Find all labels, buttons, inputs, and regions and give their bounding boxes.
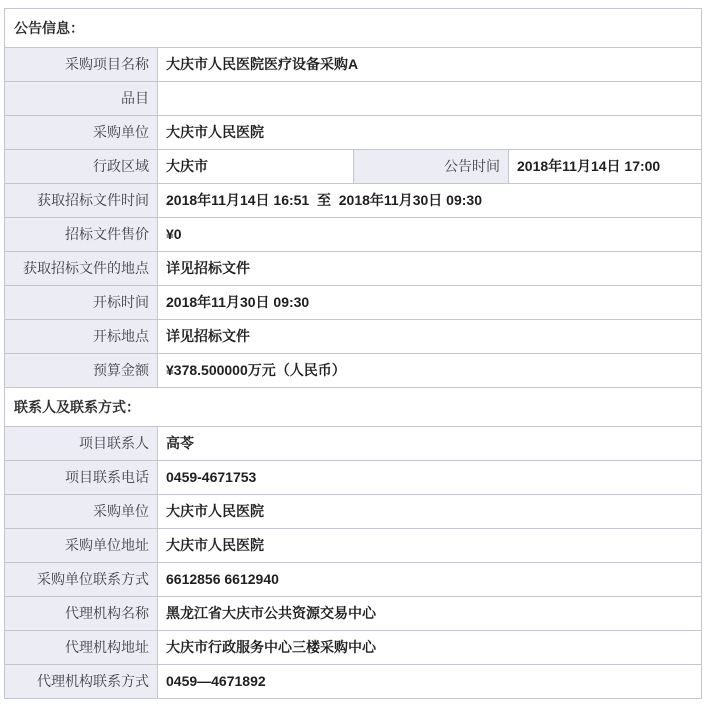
row-label: 公告时间 [354, 150, 509, 184]
row-value: 2018年11月30日 09:30 [158, 286, 702, 320]
row-label: 开标时间 [5, 286, 158, 320]
table-row [5, 665, 702, 699]
row-value: 0459—4671892 [158, 665, 702, 699]
table-row [5, 597, 702, 631]
row-value: 高苓 [158, 427, 702, 461]
row-label: 项目联系电话 [5, 461, 158, 495]
row-value: ¥378.500000万元（人民币） [158, 354, 702, 388]
row-label: 代理机构地址 [5, 631, 158, 665]
row-label: 采购项目名称 [5, 48, 158, 82]
row-label: 开标地点 [5, 320, 158, 354]
table-row [5, 461, 702, 495]
row-label: 采购单位联系方式 [5, 563, 158, 597]
row-value: 大庆市 [158, 150, 354, 184]
row-label: 采购单位 [5, 116, 158, 150]
row-label: 获取招标文件时间 [5, 184, 158, 218]
row-value: 大庆市人民医院 [158, 116, 702, 150]
row-label: 招标文件售价 [5, 218, 158, 252]
announcement-table-body [5, 9, 702, 699]
row-label: 获取招标文件的地点 [5, 252, 158, 286]
table-row [5, 631, 702, 665]
row-value: 大庆市人民医院 [158, 495, 702, 529]
table-row [5, 218, 702, 252]
row-label: 代理机构名称 [5, 597, 158, 631]
row-label: 采购单位 [5, 495, 158, 529]
table-row [5, 286, 702, 320]
announcement-table [4, 8, 702, 699]
section-header-row [5, 388, 702, 427]
table-row [5, 82, 702, 116]
row-label: 项目联系人 [5, 427, 158, 461]
row-label: 预算金额 [5, 354, 158, 388]
table-row [5, 252, 702, 286]
row-value: 大庆市行政服务中心三楼采购中心 [158, 631, 702, 665]
section-header: 联系人及联系方式： [5, 388, 702, 427]
row-value: 大庆市人民医院 [158, 529, 702, 563]
row-value: 6612856 6612940 [158, 563, 702, 597]
row-value [158, 82, 702, 116]
section-header-row [5, 9, 702, 48]
row-value: 2018年11月14日 16:51 至 2018年11月30日 09:30 [158, 184, 702, 218]
row-value: ¥0 [158, 218, 702, 252]
table-row [5, 354, 702, 388]
table-row [5, 184, 702, 218]
row-label: 采购单位地址 [5, 529, 158, 563]
table-row [5, 116, 702, 150]
row-value: 详见招标文件 [158, 252, 702, 286]
row-label: 行政区域 [5, 150, 158, 184]
table-row [5, 150, 702, 184]
table-row [5, 563, 702, 597]
row-value: 2018年11月14日 17:00 [509, 150, 702, 184]
table-row [5, 320, 702, 354]
table-row [5, 529, 702, 563]
row-value: 大庆市人民医院医疗设备采购A [158, 48, 702, 82]
table-row [5, 495, 702, 529]
row-value: 黑龙江省大庆市公共资源交易中心 [158, 597, 702, 631]
row-label: 品目 [5, 82, 158, 116]
row-label: 代理机构联系方式 [5, 665, 158, 699]
table-row [5, 427, 702, 461]
row-value: 详见招标文件 [158, 320, 702, 354]
section-header: 公告信息： [5, 9, 702, 48]
table-row [5, 48, 702, 82]
row-value: 0459-4671753 [158, 461, 702, 495]
